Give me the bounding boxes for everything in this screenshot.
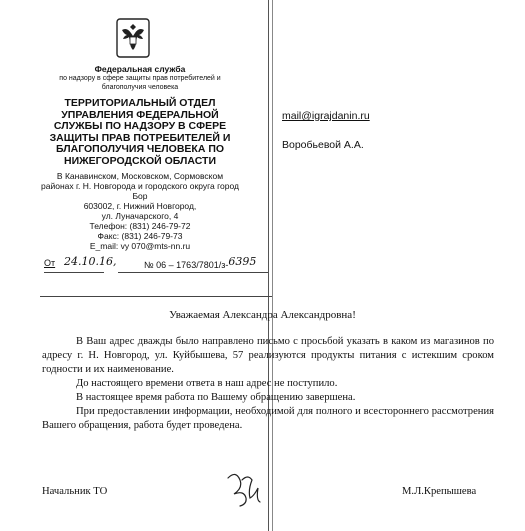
service-title: Федеральная служба xyxy=(94,64,186,74)
registration-number-label: № 06 – 1763/7801/з- xyxy=(144,260,229,270)
service-subtitle: по надзору в сфере защиты прав потребителей и благополучия человека xyxy=(59,75,221,91)
divider xyxy=(44,272,104,273)
body-paragraph: До настоящего времени ответа в наш адрес не поступило. xyxy=(76,378,338,389)
handwritten-signature-icon xyxy=(224,468,264,510)
body-paragraph: В Ваш адрес дважды было направлено письмо с просьбой указать в каком из магазинов по адресу г. Н. Новгород, ул. Куйбышева, 57 реализуются продукты питания с истекшим сроком годности и их наименование. xyxy=(42,336,494,375)
addressee-name: Воробьевой А.А. xyxy=(282,139,364,151)
address-line: Телефон: (831) 246-79-72 xyxy=(89,221,191,231)
registration-number xyxy=(144,255,257,271)
registration-date: 24.10.16, xyxy=(64,255,117,268)
signer-name: М.Л.Крепышева xyxy=(402,486,477,497)
address-line: ул. Луначарского, 4 xyxy=(101,211,179,221)
registration-line xyxy=(44,255,274,270)
address-line: E_mail: vy 070@mts-nn.ru xyxy=(89,241,191,251)
address-line: 603002, г. Нижний Новгород, xyxy=(83,201,197,211)
salutation: Уважаемая Александра Александровна! xyxy=(169,309,356,321)
registration-number-handwritten: 6395 xyxy=(228,255,257,268)
body-paragraph: При предоставлении информации, необходимой для полного и всестороннего рассмотрения Вашего обращения, работа будет проведена. xyxy=(42,406,494,431)
divider xyxy=(118,272,268,273)
divider xyxy=(40,296,272,297)
body-paragraph: В настоящее время работа по Вашему обращению завершена. xyxy=(76,392,356,403)
coat-of-arms-icon xyxy=(116,18,150,58)
signer-title: Начальник ТО xyxy=(42,486,108,497)
department-name: ТЕРРИТОРИАЛЬНЫЙ ОТДЕЛ УПРАВЛЕНИЯ ФЕДЕРАЛЬНОЙ СЛУЖБЫ ПО НАДЗОРУ В СФЕРЕ ЗАЩИТЫ ПРАВ ПОТРЕБИТЕЛЕЙ И БЛАГОПОЛУЧИЯ ЧЕЛОВЕКА ПО НИЖЕГОРОДСКОЙ ОБЛАСТИ xyxy=(49,97,231,167)
address-line: Факс: (831) 246-79-73 xyxy=(97,231,183,241)
addressee-email: mail@igrajdanin.ru xyxy=(282,110,370,122)
address-block xyxy=(40,171,240,251)
address-line: В Канавинском, Московском, Сормовском районах г. Н. Новгорода и городского округа город Бор xyxy=(41,171,239,201)
from-label: От xyxy=(44,258,56,268)
